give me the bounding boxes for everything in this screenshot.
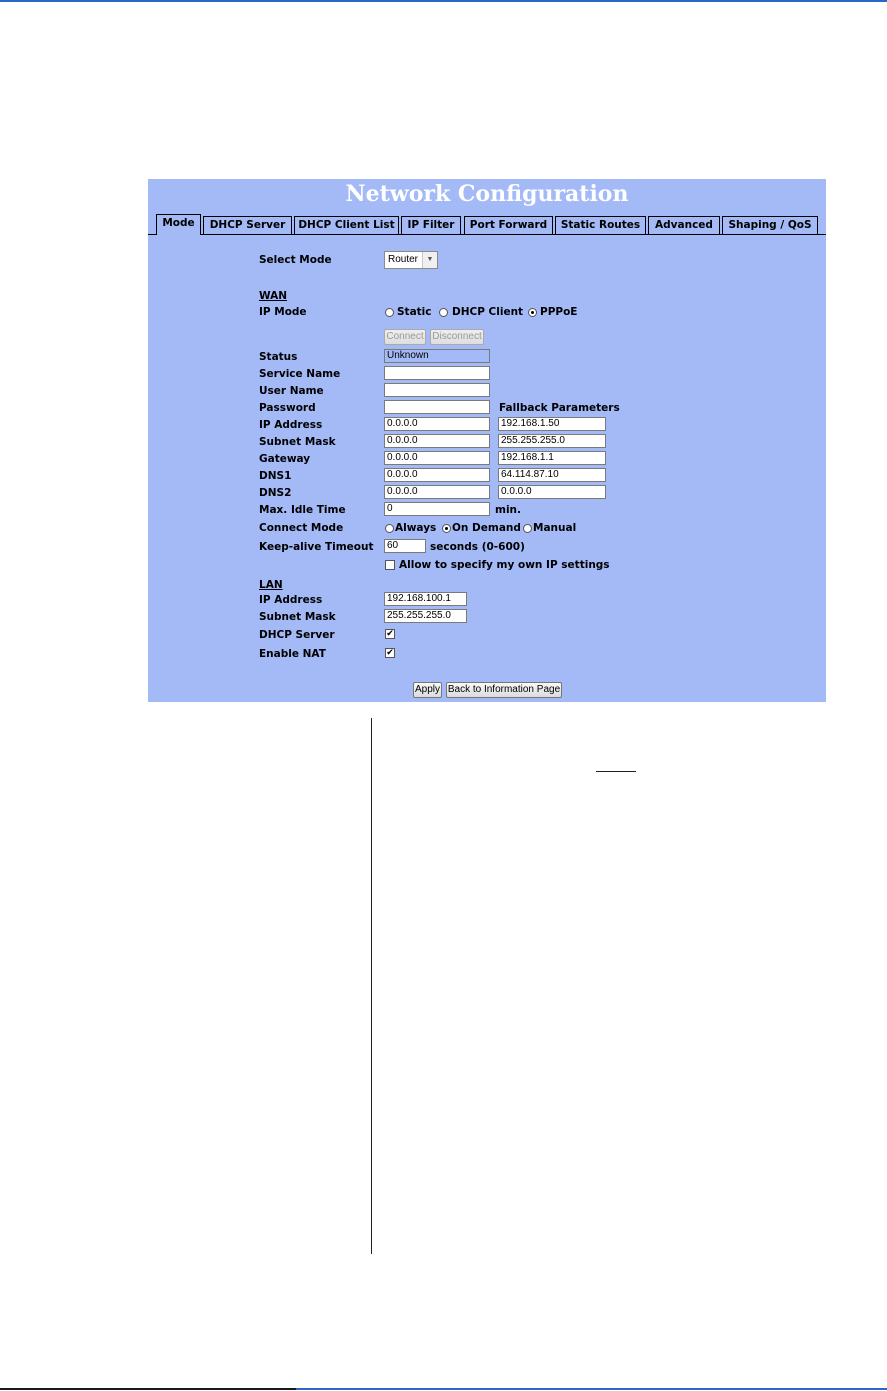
ip-mode-dhcp-client-label: DHCP Client <box>452 306 524 318</box>
ip-mode-dhcp-client-radio[interactable] <box>439 308 448 317</box>
connect-button[interactable]: Connect <box>384 329 426 345</box>
gateway-label: Gateway <box>259 453 311 465</box>
dhcp-server-checkbox[interactable]: ✔ <box>386 629 394 639</box>
max-idle-time-label: Max. Idle Time <box>259 504 346 516</box>
own-ip-settings-label: Allow to specify my own IP settings <box>399 559 610 571</box>
wan-ip-address-label: IP Address <box>259 419 323 431</box>
max-idle-time-unit: min. <box>495 504 522 516</box>
dhcp-server-label: DHCP Server <box>259 629 335 641</box>
fallback-parameters-label: Fallback Parameters <box>499 402 620 414</box>
top-rule <box>0 0 887 2</box>
connect-mode-manual-radio[interactable] <box>523 524 532 533</box>
own-ip-settings-checkbox[interactable] <box>385 560 395 570</box>
dns2-input[interactable]: 0.0.0.0 <box>384 485 490 499</box>
tab-dhcp-client-list[interactable]: DHCP Client List <box>294 216 399 234</box>
apply-button[interactable]: Apply <box>413 682 442 698</box>
underline-mark <box>596 771 636 772</box>
select-mode-value: Router <box>388 254 419 265</box>
user-name-input[interactable] <box>384 383 490 397</box>
tab-port-forward[interactable]: Port Forward <box>464 216 553 234</box>
wan-subnet-mask-label: Subnet Mask <box>259 436 336 448</box>
dns1-input[interactable]: 0.0.0.0 <box>384 468 490 482</box>
chevron-down-icon: ▼ <box>422 252 437 268</box>
password-input[interactable] <box>384 400 490 414</box>
connect-mode-manual-label: Manual <box>533 522 577 534</box>
ip-mode-label: IP Mode <box>259 306 307 318</box>
select-mode-label: Select Mode <box>259 254 332 266</box>
max-idle-time-input[interactable]: 0 <box>384 502 490 516</box>
wan-heading: WAN <box>259 290 288 302</box>
dns1-label: DNS1 <box>259 470 292 482</box>
tab-shaping-qos[interactable]: Shaping / QoS <box>722 216 818 234</box>
connect-mode-always-radio[interactable] <box>385 524 394 533</box>
tab-static-routes[interactable]: Static Routes <box>555 216 646 234</box>
tab-advanced[interactable]: Advanced <box>648 216 720 234</box>
wan-subnet-mask-input[interactable]: 0.0.0.0 <box>384 434 490 448</box>
lan-subnet-mask-label: Subnet Mask <box>259 611 336 623</box>
user-name-label: User Name <box>259 385 324 397</box>
lan-heading: LAN <box>259 579 283 591</box>
disconnect-button[interactable]: Disconnect <box>430 329 484 345</box>
tab-bar <box>148 215 826 235</box>
fallback-dns2-input[interactable]: 0.0.0.0 <box>498 485 606 499</box>
ip-mode-pppoe-radio[interactable] <box>528 308 537 317</box>
connect-mode-on-demand-radio[interactable] <box>442 524 451 533</box>
fallback-gateway-input[interactable]: 192.168.1.1 <box>498 451 606 465</box>
status-field: Unknown <box>384 349 490 363</box>
dns2-label: DNS2 <box>259 487 292 499</box>
status-label: Status <box>259 351 298 363</box>
vertical-divider <box>371 718 372 1254</box>
tab-mode[interactable]: Mode <box>156 214 201 235</box>
connect-mode-label: Connect Mode <box>259 522 344 534</box>
fallback-dns1-input[interactable]: 64.114.87.10 <box>498 468 606 482</box>
service-name-label: Service Name <box>259 368 341 380</box>
bottom-rule-accent <box>0 1388 296 1390</box>
fallback-ip-address-input[interactable]: 192.168.1.50 <box>498 417 606 431</box>
enable-nat-checkbox[interactable]: ✔ <box>386 648 394 658</box>
lan-ip-address-label: IP Address <box>259 594 323 606</box>
wan-ip-address-input[interactable]: 0.0.0.0 <box>384 417 490 431</box>
network-config-panel <box>148 179 826 702</box>
gateway-input[interactable]: 0.0.0.0 <box>384 451 490 465</box>
password-label: Password <box>259 402 316 414</box>
service-name-input[interactable] <box>384 366 490 380</box>
fallback-subnet-mask-input[interactable]: 255.255.255.0 <box>498 434 606 448</box>
back-to-information-button[interactable]: Back to Information Page <box>446 682 562 698</box>
keepalive-timeout-input[interactable]: 60 <box>384 539 426 553</box>
keepalive-timeout-unit: seconds (0-600) <box>430 541 525 553</box>
lan-ip-address-input[interactable]: 192.168.100.1 <box>384 592 467 606</box>
ip-mode-pppoe-label: PPPoE <box>540 306 578 318</box>
keepalive-timeout-label: Keep-alive Timeout <box>259 541 374 553</box>
ip-mode-static-radio[interactable] <box>385 308 394 317</box>
enable-nat-label: Enable NAT <box>259 648 326 660</box>
tab-dhcp-server[interactable]: DHCP Server <box>203 216 292 234</box>
lan-subnet-mask-input[interactable]: 255.255.255.0 <box>384 609 467 623</box>
connect-mode-always-label: Always <box>395 522 437 534</box>
select-mode-dropdown[interactable] <box>384 251 438 269</box>
ip-mode-static-label: Static <box>397 306 432 318</box>
tab-ip-filter[interactable]: IP Filter <box>401 216 461 234</box>
page-title: Network Configuration <box>345 181 629 207</box>
connect-mode-on-demand-label: On Demand <box>452 522 521 534</box>
